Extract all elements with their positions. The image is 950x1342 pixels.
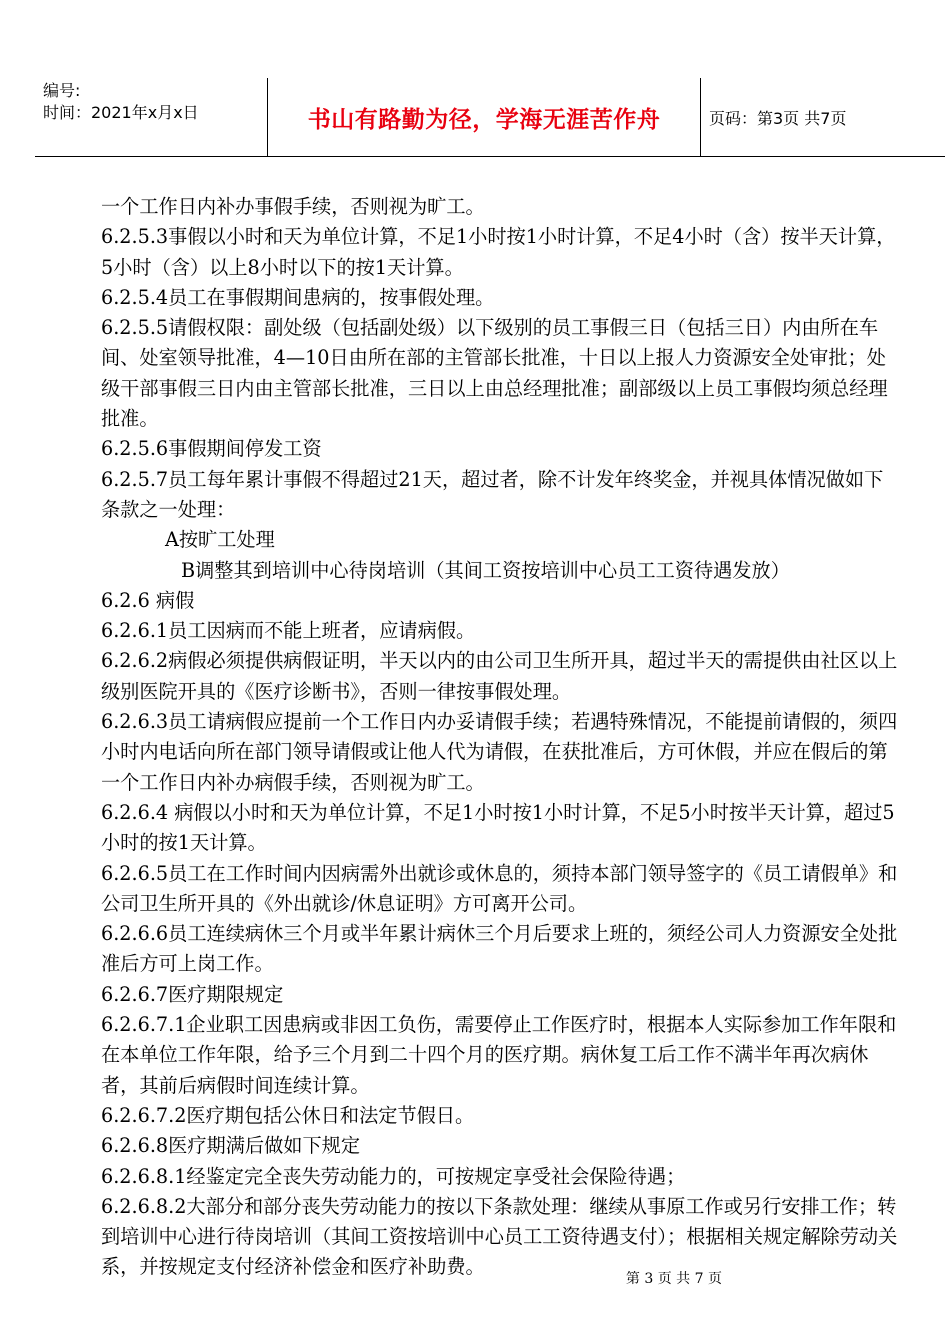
paragraph: 6.2.5.7员工每年累计事假不得超过21天，超过者，除不计发年终奖金，并视具体情况做如下条款之一处理： (101, 467, 884, 521)
paragraph: 6.2.6.3员工请病假应提前一个工作日内办妥请假手续；若遇特殊情况，不能提前请假的，须四小时内电话向所在部门领导请假或让他人代为请假，在获批准后，方可休假，并应在假后的第一个工作日内补办病假手续，否则视为旷工。 (101, 710, 898, 794)
paragraph: 6.2.6.8.1经鉴定完全丧失劳动能力的，可按规定享受社会保险待遇； (101, 1164, 686, 1188)
paragraph: 6.2.5.4员工在事假期间患病的，按事假处理。 (101, 285, 495, 309)
paragraph: 6.2.6.7.2医疗期包括公休日和法定节假日。 (101, 1103, 475, 1127)
list-item: A按旷工处理 (165, 528, 275, 552)
page-footer (0, 1268, 950, 1288)
list-item: B调整其到培训中心待岗培训（其间工资按培训中心员工工资待遇发放） (181, 558, 790, 582)
header-meta (43, 80, 268, 124)
paragraph: 6.2.6.4 病假以小时和天为单位计算，不足1小时按1小时计算，不足5小时按半天计算，超过5小时的按1天计算。 (101, 800, 895, 855)
header-motto: 书山有路勤为径，学海无涯苦作舟 (267, 78, 701, 156)
document-number-label: 编号: (43, 81, 81, 100)
paragraph: 6.2.6.1员工因病而不能上班者，应请病假。 (101, 619, 476, 643)
section-heading: 6.2.6 病假 (101, 588, 195, 612)
paragraph: 6.2.5.6事假期间停发工资 (101, 437, 322, 461)
paragraph: 一个工作日内补办事假手续，否则视为旷工。 (101, 195, 485, 218)
paragraph: 6.2.6.7医疗期限规定 (101, 982, 284, 1006)
paragraph: 6.2.5.5请假权限：副处级（包括副处级）以下级别的员工事假三日（包括三日）内由所在车间、处室领导批准，4—10日由所在部的主管部长批准，十日以上报人力资源安全处审批；处级干部事假三日内由主管部长批准，三日以上由总经理批准；副部级以上员工事假均须总经理批准。 (101, 316, 888, 431)
paragraph: 6.2.6.2病假必须提供病假证明，半天以内的由公司卫生所开具，超过半天的需提供由社区以上级别医院开具的《医疗诊断书》，否则一律按事假处理。 (101, 649, 898, 703)
paragraph: 6.2.6.8医疗期满后做如下规定 (101, 1134, 361, 1158)
paragraph: 6.2.6.8.2大部分和部分丧失劳动能力的按以下条款处理：继续从事原工作或另行安排工作；转到培训中心进行待岗培训（其间工资按培训中心员工工资待遇支付）；根据相关规定解除劳动关系，并按规定支付经济补偿金和医疗补助费。 (101, 1194, 898, 1279)
paragraph: 6.2.6.6员工连续病休三个月或半年累计病休三个月后要求上班的，须经公司人力资源安全处批准后方可上岗工作。 (101, 922, 898, 976)
page-header (35, 78, 945, 157)
paragraph: 6.2.6.7.1企业职工因患病或非因工负伤，需要停止工作医疗时，根据本人实际参加工作年限和在本单位工作年限，给予三个月到二十四个月的医疗期。病休复工后工作不满半年再次病休者，其前后病假时间连续计算。 (101, 1013, 897, 1097)
document-body (101, 192, 901, 1283)
paragraph: 6.2.5.3事假以小时和天为单位计算，不足1小时按1小时计算，不足4小时（含）按半天计算，5小时（含）以上8小时以下的按1天计算。 (101, 225, 896, 279)
document-time-label: 时间：2021年x月x日 (43, 103, 199, 122)
footer-page-number: 第 3 页 共 7 页 (625, 1271, 722, 1287)
header-page-info: 页码：第3页 共7页 (709, 108, 847, 128)
paragraph: 6.2.6.5员工在工作时间内因病需外出就诊或休息的，须持本部门领导签字的《员工请假单》和公司卫生所开具的《外出就诊/休息证明》方可离开公司。 (101, 861, 898, 915)
